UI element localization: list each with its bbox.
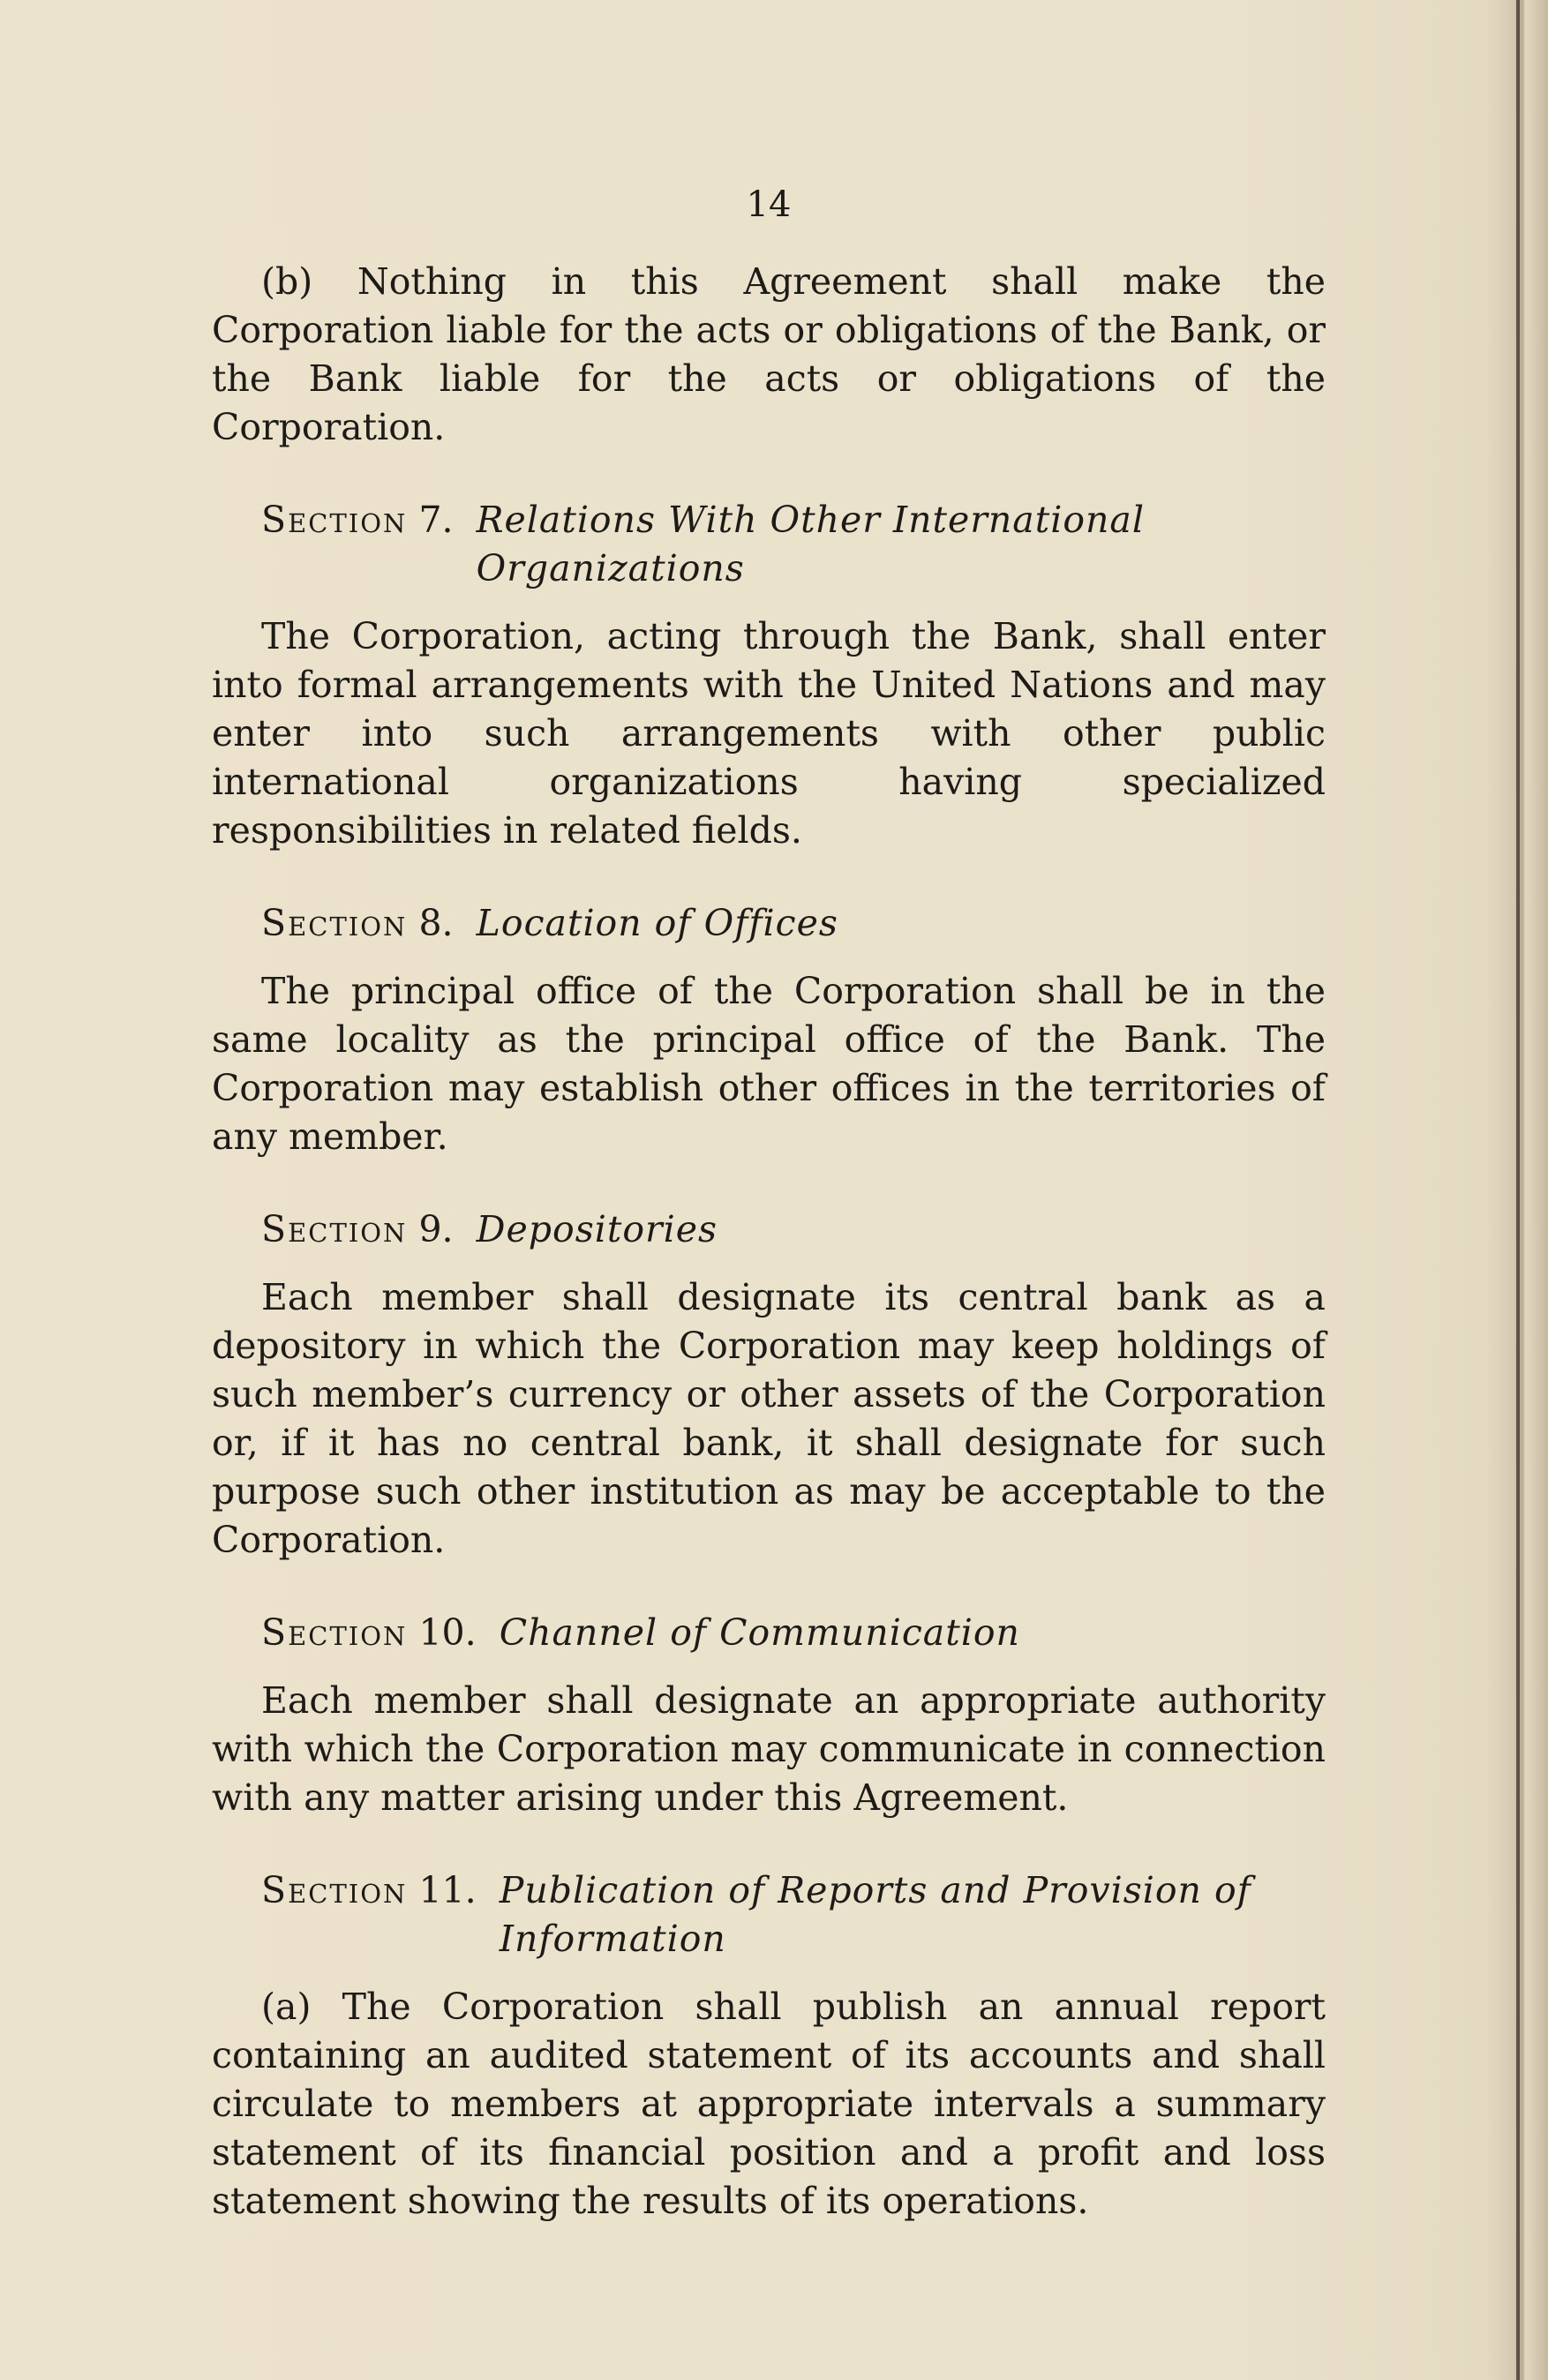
section-number: 11.: [418, 1869, 477, 1911]
section-label: Section: [261, 902, 408, 944]
section-title: Publication of Reports and Provision of Information: [499, 1869, 1251, 1960]
section-number: 7.: [418, 499, 454, 541]
section-11-paragraph-a: (a) The Corporation shall publish an annual report containing an audited statement of its accounts and shall circulate to members at appropriate intervals a summary statement of its financial position and a profit and loss statement showing the results of its operations.: [212, 1986, 1326, 2222]
section-7-paragraph: The Corporation, acting through the Bank, shall enter into formal arrangements with the United Nations and may enter into such arrangements with other public international organizations having specialized responsibilities in related fields.: [212, 615, 1326, 852]
section-label: Section: [261, 1869, 408, 1911]
section-title: Depositories: [476, 1208, 718, 1250]
section-title: Channel of Communication: [499, 1611, 1020, 1654]
paragraph-b: (b) Nothing in this Agreement shall make the Corporation liable for the acts or obligations of the Bank, or the Bank liable for the acts or obligations of the Corporation.: [212, 260, 1326, 448]
section-8-paragraph: The principal office of the Corporation shall be in the same locality as the principal office of the Bank. The Corporation may establish other offices in the territories of any member.: [212, 970, 1326, 1158]
section-title: Relations With Other International Organizations: [476, 499, 1145, 589]
section-number: 9.: [418, 1208, 454, 1250]
section-8-heading: [261, 899, 1326, 948]
page-content: [212, 181, 1326, 2226]
section-number: 10.: [418, 1611, 477, 1654]
section-9-paragraph: Each member shall designate its central bank as a depository in which the Corporation may keep holdings of such member’s currency or other assets of the Corporation or, if it has no central bank, it shall designate for such purpose such other institution as may be acceptable to the Corporation.: [212, 1276, 1326, 1561]
section-title: Location of Offices: [476, 902, 838, 944]
section-9-heading: [261, 1205, 1326, 1254]
page-number: 14: [746, 184, 792, 225]
page-edge-line: [1516, 0, 1520, 2380]
section-7-heading: [261, 496, 1326, 593]
section-10-paragraph: Each member shall designate an appropriate authority with which the Corporation may communicate in connection with any matter arising under this Agreement.: [212, 1679, 1326, 1819]
section-label: Section: [261, 499, 408, 541]
section-label: Section: [261, 1208, 408, 1250]
section-11-heading: [261, 1866, 1326, 1963]
section-10-heading: [261, 1609, 1326, 1657]
section-label: Section: [261, 1611, 408, 1654]
section-number: 8.: [418, 902, 454, 944]
